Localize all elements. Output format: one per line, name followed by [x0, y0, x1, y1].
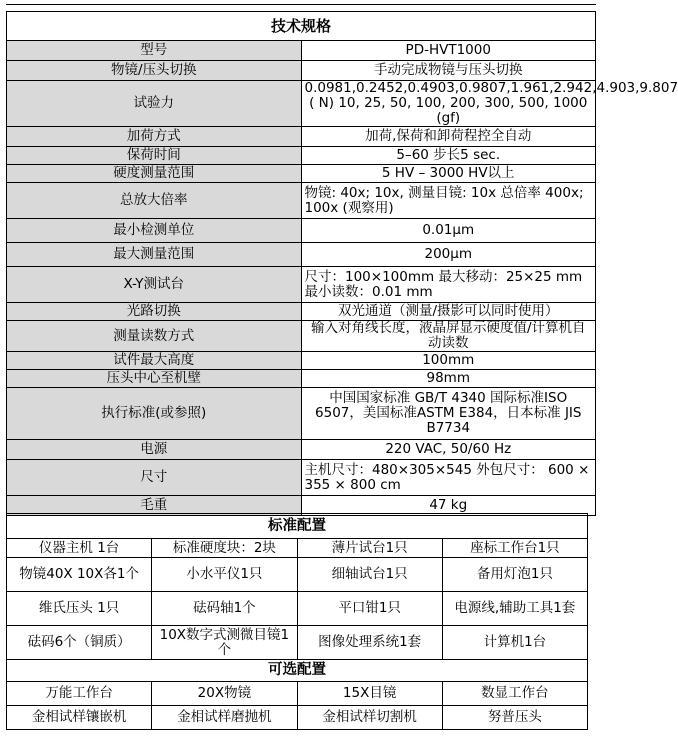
- spec-label: 测量读数方式: [7, 321, 302, 352]
- spec-value: 200μm: [301, 243, 596, 267]
- spec-value: 47 kg: [301, 496, 596, 516]
- spec-table: [6, 11, 678, 516]
- spec-label: 电源: [7, 440, 302, 460]
- config-item: 标准硬度块：2块: [152, 539, 297, 558]
- spec-label: X-Y测试台: [7, 267, 302, 303]
- spec-value: 220 VAC, 50/60 Hz: [301, 440, 596, 460]
- spec-value: 0.0981,0.2452,0.4903,0.9807,1.961,2.942,4.903,9.807 ( N) 10, 25, 50, 100, 200, 300, 500, 1000 (gf): [301, 81, 596, 127]
- optional-item: 金相试样切割机: [297, 706, 442, 730]
- config-item: 物镜40X 10X各1个: [7, 558, 152, 592]
- spec-value: 双光通道（测量/摄影可以同时使用）: [301, 303, 596, 321]
- spec-label: 加荷方式: [7, 127, 302, 147]
- spec-label: 物镜/压头切换: [7, 61, 302, 81]
- spec-label: 保荷时间: [7, 147, 302, 165]
- spec-label: 尺寸: [7, 460, 302, 496]
- spec-label: 总放大倍率: [7, 183, 302, 219]
- optional-item: 金相试样磨抛机: [152, 706, 297, 730]
- spec-label: 最小检测单位: [7, 219, 302, 243]
- spec-value: 5 HV – 3000 HV以上: [301, 165, 596, 183]
- optional-item: 数显工作台: [442, 682, 587, 706]
- optional-item: 金相试样镶嵌机: [7, 706, 152, 730]
- spec-value: 输入对角线长度，液晶屏显示硬度值/计算机自动读数: [301, 321, 596, 352]
- config-item: 砝码轴1个: [152, 592, 297, 626]
- optional-item: 努普压头: [442, 706, 587, 730]
- spec-value: 尺寸：100×100mm 最大移动：25×25 mm 最小读数：0.01 mm: [301, 267, 596, 303]
- config-item: 薄片试台1只: [297, 539, 442, 558]
- spec-label: 最大测量范围: [7, 243, 302, 267]
- config-item: 10X数字式测微目镜1个: [152, 626, 297, 660]
- config-item: 细轴试台1只: [297, 558, 442, 592]
- config-item: 备用灯泡1只: [442, 558, 587, 592]
- spec-value: PD-HVT1000: [301, 41, 596, 61]
- spec-label: 试验力: [7, 81, 302, 127]
- spec-value: 98mm: [301, 370, 596, 388]
- spec-value: 100mm: [301, 352, 596, 370]
- optional-item: 万能工作台: [7, 682, 152, 706]
- spec-value: 5–60 步长5 sec.: [301, 147, 596, 165]
- config-item: 小水平仪1只: [152, 558, 297, 592]
- config-item: 座标工作台1只: [442, 539, 587, 558]
- config-item: 电源线,辅助工具1套: [442, 592, 587, 626]
- config-item: 砝码6个（铜质）: [7, 626, 152, 660]
- spec-label: 毛重: [7, 496, 302, 516]
- optional-item: 15X目镜: [297, 682, 442, 706]
- optional-item: 20X物镜: [152, 682, 297, 706]
- spec-value: 手动完成物镜与压头切换: [301, 61, 596, 81]
- spec-label: 型号: [7, 41, 302, 61]
- spec-value: 物镜: 40x; 10x, 测量目镜: 10x 总倍率 400x; 100x (观察用): [301, 183, 596, 219]
- spec-label: 硬度测量范围: [7, 165, 302, 183]
- previous-table-bottom-edge: [6, 0, 596, 5]
- config-item: 图像处理系统1套: [297, 626, 442, 660]
- config-item: 平口钳1只: [297, 592, 442, 626]
- config-item: 仪器主机 1台: [7, 539, 152, 558]
- spec-label: 试件最大高度: [7, 352, 302, 370]
- spec-value: 中国国家标准 GB/T 4340 国际标准ISO 6507，美国标准ASTM E384，日本标准 JIS B7734: [301, 388, 596, 440]
- spec-value: 0.01μm: [301, 219, 596, 243]
- configuration-table: [6, 513, 588, 730]
- spec-label: 执行标准(或参照): [7, 388, 302, 440]
- spec-value: 加荷,保荷和卸荷程控全自动: [301, 127, 596, 147]
- spec-value: 主机尺寸：480×305×545 外包尺寸： 600 × 355 × 800 cm: [301, 460, 596, 496]
- config-item: 计算机1台: [442, 626, 587, 660]
- spec-label: 压头中心至机壁: [7, 370, 302, 388]
- spec-label: 光路切换: [7, 303, 302, 321]
- spec-title: 技术规格: [7, 12, 596, 41]
- optional-config-title: 可选配置: [7, 660, 588, 682]
- config-item: 维氏压头 1只: [7, 592, 152, 626]
- standard-config-title: 标准配置: [7, 514, 588, 539]
